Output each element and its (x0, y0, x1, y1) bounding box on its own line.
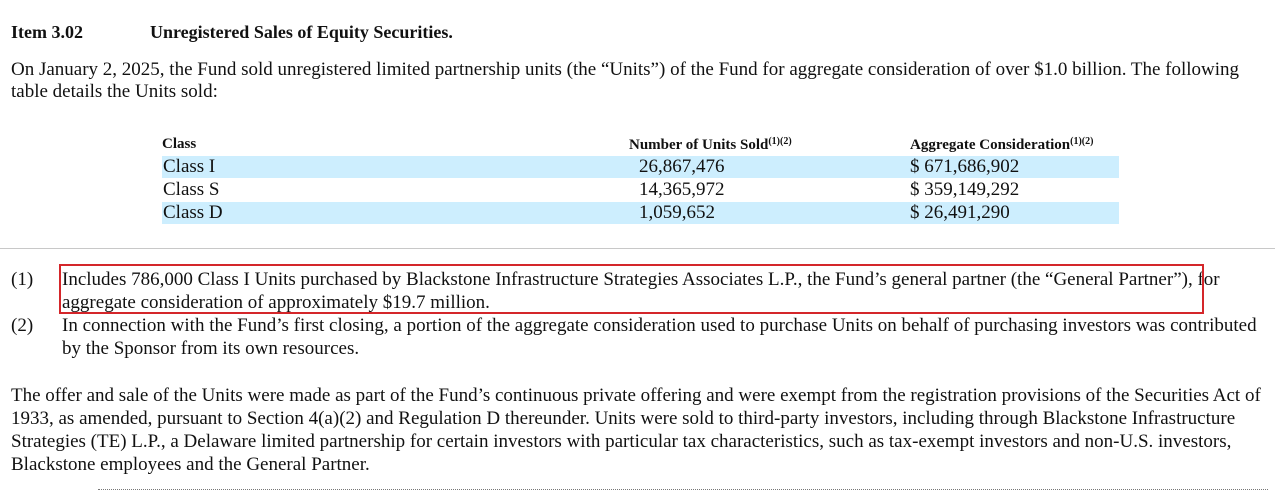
units-footnote-ref: (1)(2) (768, 136, 792, 147)
closing-paragraph: The offer and sale of the Units were made as part of the Fund’s continuous private offering and were exempt from the registration provisions of the Securities Act of 1933, as amended, pursuant to Section 4(a)(2) and Regulation D thereunder. Units were sold to third-party investors, including through Blackstone Infrastructure Strategies (TE) L.P., a Delaware limited partnership for certain investors with particular tax characteristics, such as tax-exempt investors and non-U.S. investors, Blackstone employees and the General Partner. (11, 385, 1261, 475)
cell-units: 1,059,652 (639, 202, 715, 223)
cell-consideration: $ 671,686,902 (910, 156, 1020, 177)
footnote-marker: (2) (11, 315, 34, 336)
intro-paragraph: On January 2, 2025, the Fund sold unregistered limited partnership units (the “Units”) of the Fund for aggregate consideration of over $1.0 billion. The following table details the Units sold: (11, 59, 1240, 102)
column-header-class: Class (162, 136, 197, 152)
column-header-consideration: Aggregate Consideration$^{(1)(2)}$ (910, 136, 1094, 153)
footnote-marker: (1) (11, 269, 34, 290)
cell-class: Class D (163, 202, 223, 223)
cell-consideration: $ 26,491,290 (910, 202, 1010, 223)
cell-consideration: $ 359,149,292 (910, 179, 1020, 200)
cell-units: 14,365,972 (639, 179, 725, 200)
column-header-units: Number of Units Sold$^{(1)(2)}$ (629, 136, 792, 153)
section-title: Unregistered Sales of Equity Securities. (150, 22, 453, 42)
section-divider (0, 248, 1275, 249)
consideration-footnote-ref: (1)(2) (1070, 136, 1094, 147)
footnote-text: Includes 786,000 Class I Units purchased by Blackstone Infrastructure Strategies Associates L.P., the Fund’s general partner (the “General Partner”), for aggregate consideration of approximately $19.7 million. (62, 269, 1220, 313)
cell-class: Class I (163, 156, 216, 177)
table-row (162, 202, 1119, 224)
cell-class: Class S (163, 179, 220, 200)
highlight-box (59, 264, 1204, 314)
cell-units: 26,867,476 (639, 156, 725, 177)
footnote-text: In connection with the Fund’s first closing, a portion of the aggregate consideration used to purchase Units on behalf of purchasing investors was contributed by the Sponsor from its own resources. (62, 315, 1257, 359)
table-row (162, 156, 1119, 178)
table-row (162, 179, 1119, 201)
section-number: Item 3.02 (11, 22, 83, 42)
